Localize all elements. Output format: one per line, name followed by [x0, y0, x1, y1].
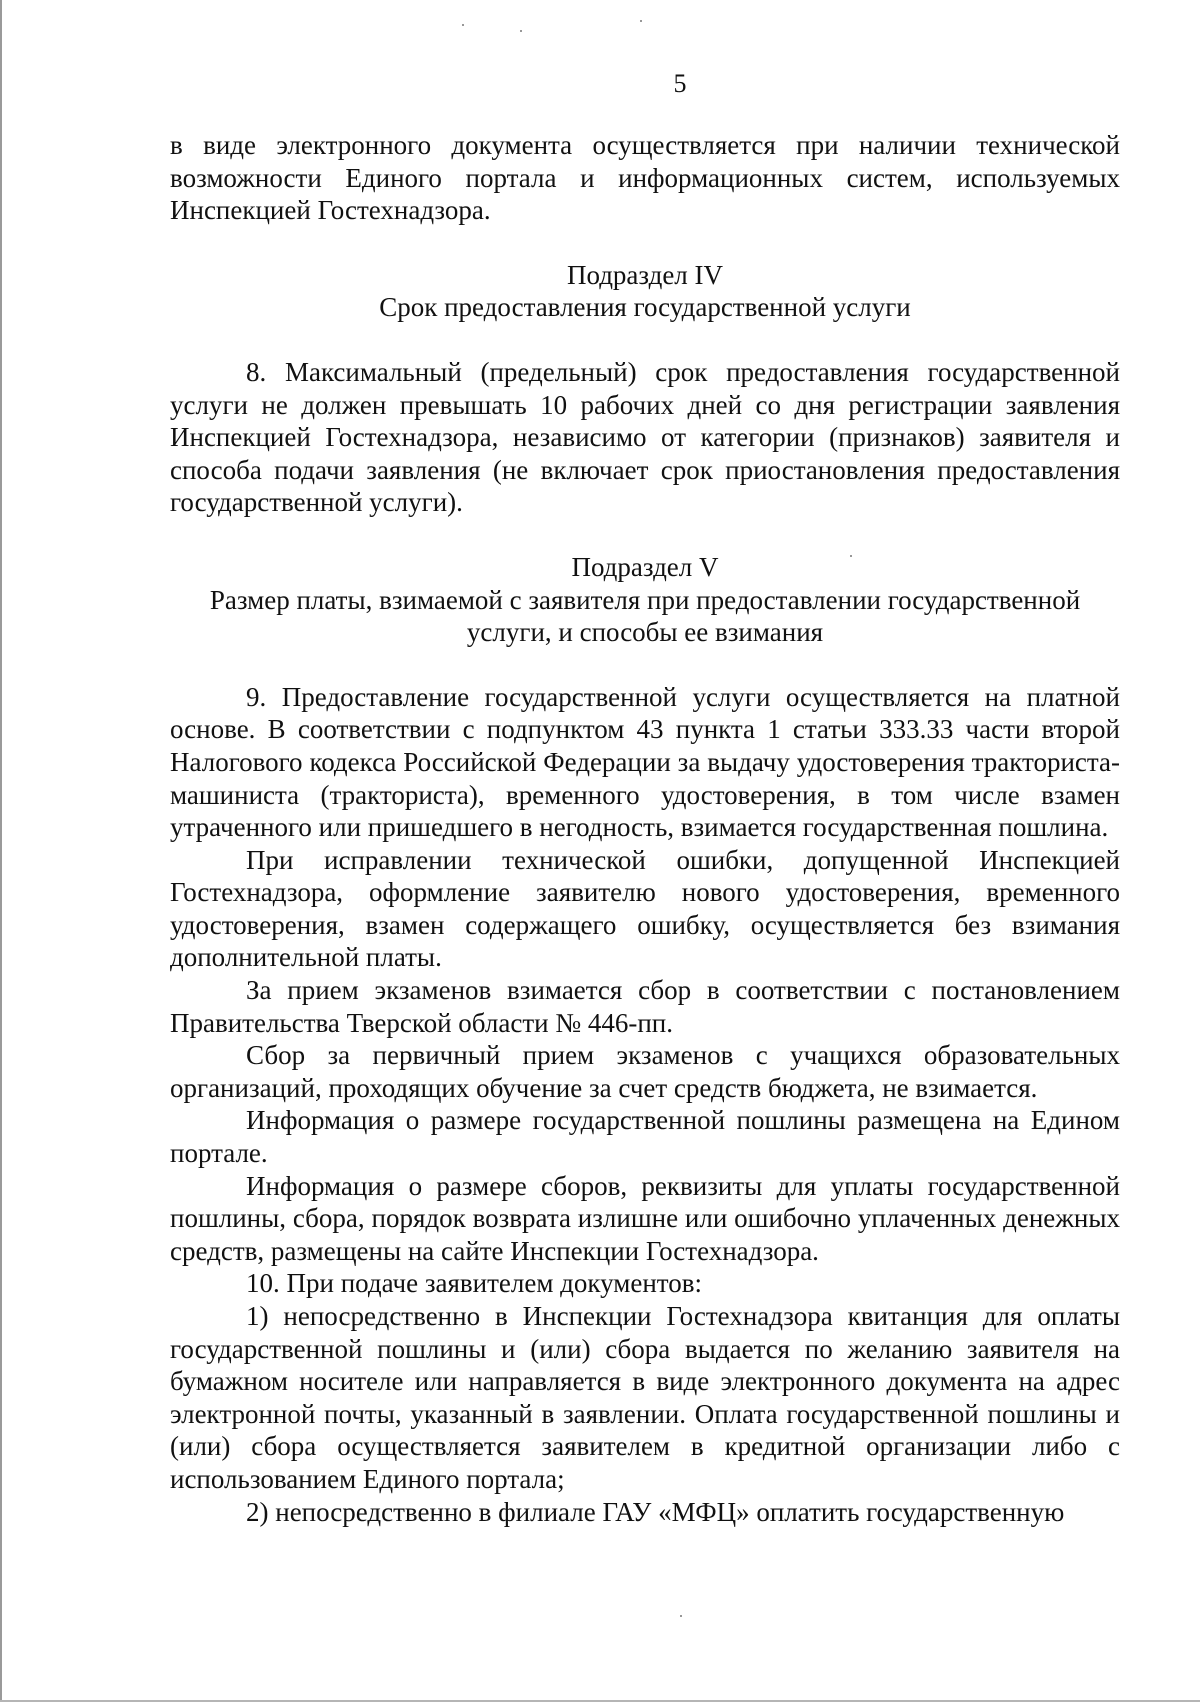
scan-speck [520, 30, 522, 32]
intro-paragraph: в виде электронного документа осуществляется при наличии технической возможности Единого портала и информационных систем, используемых Инспекцией Гостехнадзора. [170, 130, 1120, 226]
scan-speck [680, 1615, 682, 1617]
paragraph-10: 10. При подаче заявителем документов: [246, 1268, 702, 1299]
section-5-subtitle-line1: Размер платы, взимаемой с заявителя при предоставлении государственной [209, 584, 1081, 615]
paragraph-first-exam: Сбор за первичный прием экзаменов с учащихся образовательных организаций, проходящих обучение за счет средств бюджета, не взимается. [170, 1040, 1120, 1103]
paragraph-technical-error: При исправлении технической ошибки, допущенной Инспекцией Гостехнадзора, оформление заявителю нового удостоверения, временного удостоверения, взамен содержащего ошибку, осуществляется без взимания дополнительной платы. [170, 844, 1120, 973]
paragraph-9: 9. Предоставление государственной услуги осуществляется на платной основе. В соответствии с подпунктом 43 пункта 1 статьи 333.33 части второй Налогового кодекса Российской Федерации за выдачу удостоверения тракториста-машиниста (тракториста), временного удостоверения, в том числе взамен утраченного или пришедшего в негодность, взимается государственная пошлина. [170, 681, 1120, 843]
section-5-title: Подраздел V [571, 551, 719, 582]
paragraph-duty-info: Информация о размере государственной пошлины размещена на Едином портале. [170, 1105, 1120, 1169]
spacer [170, 519, 1120, 551]
spacer [170, 649, 1120, 681]
scan-speck [462, 24, 464, 26]
paragraph-fees-info: Информация о размере сборов, реквизиты для уплаты государственной пошлины, сбора, порядок возврата излишне или ошибочно уплаченных денежных средств, размещены на сайте Инспекции Гостехнадзора. [170, 1170, 1120, 1266]
scan-speck [640, 20, 642, 22]
section-4-title: Подраздел IV [566, 259, 724, 290]
section-4-subtitle: Срок предоставления государственной услуги [379, 292, 911, 323]
scan-left-edge [0, 0, 2, 1702]
page-number: 5 [673, 69, 687, 98]
paragraph-8: 8. Максимальный (предельный) срок предоставления государственной услуги не должен превышать 10 рабочих дней со дня регистрации заявления Инспекцией Гостехнадзора, независимо от категории (признаков) заявителя и способа подачи заявления (не включает срок приостановления предоставления государственной услуги). [170, 356, 1120, 518]
section-5-subtitle-line2: услуги, и способы ее взимания [466, 617, 824, 648]
paragraph-10-item-2: 2) непосредственно в филиале ГАУ «МФЦ» оплатить государственную [246, 1496, 1065, 1527]
document-body [170, 129, 1120, 1528]
paragraph-exam-fee: За прием экзаменов взимается сбор в соответствии с постановлением Правительства Тверской области № 446-пп. [170, 975, 1120, 1038]
paragraph-10-item-1: 1) непосредственно в Инспекции Гостехнадзора квитанция для оплаты государственной пошлины и (или) сбора выдается по желанию заявителя на бумажном носителе или направляется в виде электронного документа на адрес электронной почты, указанный в заявлении. Оплата государственной пошлины и (или) сбора осуществляется заявителем в кредитной организации либо с использованием Единого портала; [170, 1301, 1120, 1494]
spacer [170, 227, 1120, 259]
spacer [170, 324, 1120, 356]
